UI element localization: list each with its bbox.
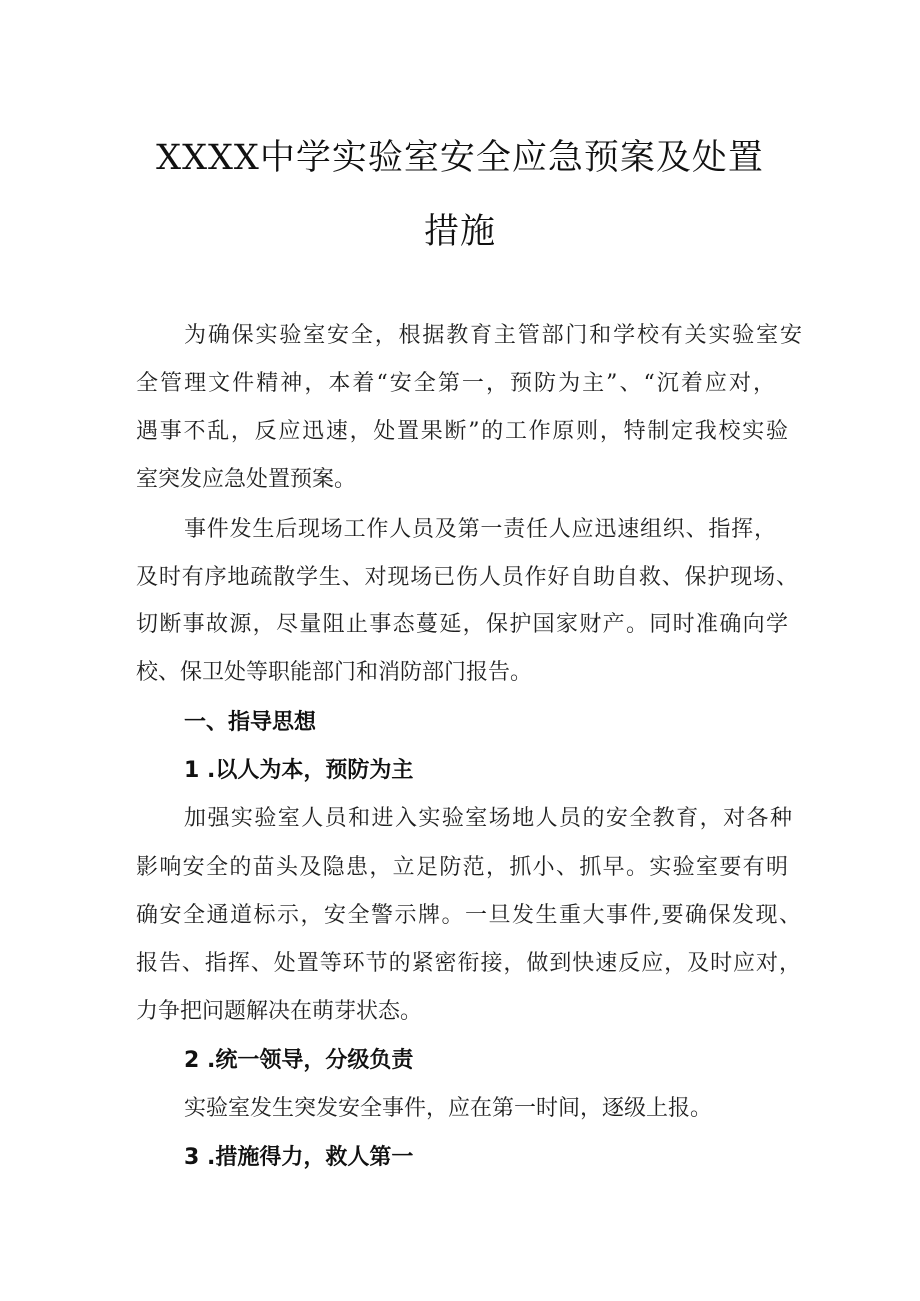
response-line-2: 及时有序地疏散学生、对现场已伤人员作好自助自救、保护现场、 xyxy=(136,565,798,590)
intro-line-1: 为确保实验室安全，根据教育主管部门和学校有关实验室安 xyxy=(184,323,802,348)
intro-line-2: 全管理文件精神，本着“安全第一，预防为主”、“沉着应对， xyxy=(136,371,775,396)
item-1-body-line-1: 加强实验室人员和进入实验室场地人员的安全教育，对各种 xyxy=(184,806,792,831)
document-title-line-1: XXXX中学实验室安全应急预案及处置 xyxy=(156,138,764,178)
item-2-heading: 2 .统一领导，分级负责 xyxy=(184,1048,414,1073)
item-1-body-line-2: 影响安全的苗头及隐患，立足防范，抓小、抓早。实验室要有明 xyxy=(136,855,788,880)
document-title-line-2: 措施 xyxy=(423,212,496,252)
item-3-heading: 3 .措施得力，救人第一 xyxy=(184,1145,414,1170)
response-line-1: 事件发生后现场工作人员及第一责任人应迅速组织、指挥， xyxy=(184,517,776,542)
response-line-4: 校、保卫处等职能部门和消防部门报告。 xyxy=(136,660,533,685)
item-2-body-line-1: 实验室发生突发安全事件，应在第一时间，逐级上报。 xyxy=(184,1096,713,1121)
intro-line-3: 遇事不乱，反应迅速，处置果断”的工作原则，特制定我校实验 xyxy=(136,419,788,444)
intro-line-4: 室突发应急处置预案。 xyxy=(136,467,357,492)
item-1-heading: 1 .以人为本，预防为主 xyxy=(184,758,414,783)
item-1-body-line-5: 力争把问题解决在萌芽状态。 xyxy=(136,999,423,1024)
item-1-body-line-4: 报告、指挥、处置等环节的紧密衔接，做到快速反应，及时应对， xyxy=(136,951,801,976)
response-line-3: 切断事故源，尽量阻止事态蔓延，保护国家财产。同时准确向学 xyxy=(136,612,788,637)
item-1-body-line-3: 确安全通道标示，安全警示牌。一旦发生重大事件,要确保发现、 xyxy=(136,903,801,928)
section-heading-guiding-principles: 一、指导思想 xyxy=(184,710,317,735)
